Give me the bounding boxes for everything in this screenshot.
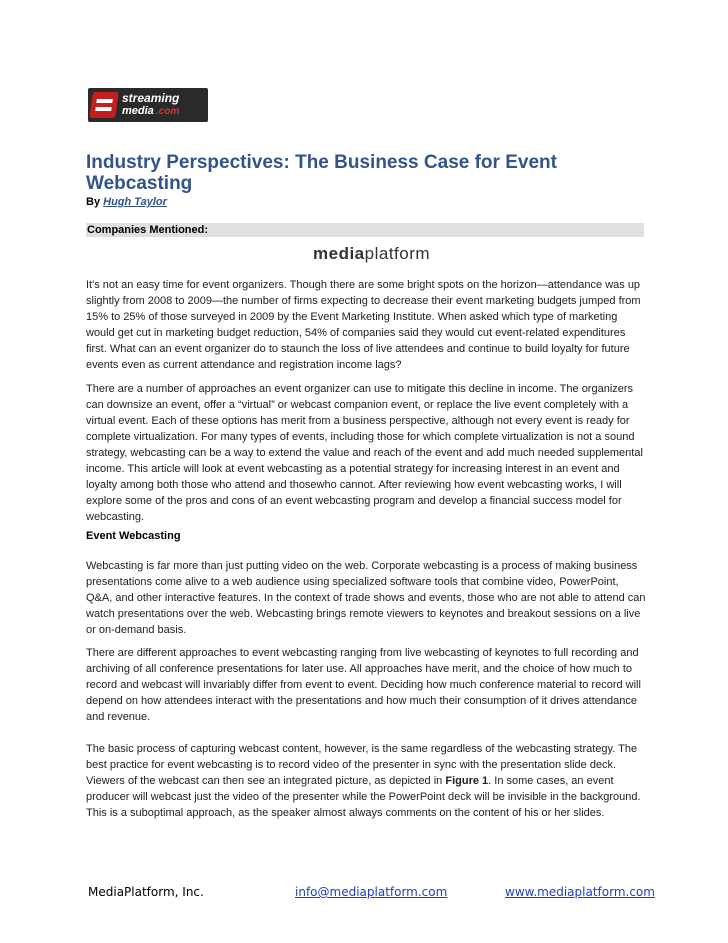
byline: [86, 196, 167, 208]
companies-mentioned-bar: Companies Mentioned:: [86, 223, 644, 237]
streaming-media-logo: [88, 88, 208, 122]
paragraph-approaches: There are a number of approaches an event organizer can use to mitigate this decline in income. The organizers can downsize an event, offer a “virtual” or webcast companion event, or replace the live event completely with a virtual event. Each of these options has merit from a business perspective, although not every event is ready for complete virtualization. For many types of events, including those for which complete virtualization is not a sound strategy, webcasting can be a way to extend the value and reach of the event and add much needed supplemental income. This article will look at event webcasting as a potential strategy for increasing interest in an event and loyalty among both those who attend and thosewho cannot. After reviewing how event webcasting works, I will explore some of the pros and cons of an event webcasting program and develop a financial success model for webcasting.: [86, 383, 643, 523]
author-link[interactable]: Hugh Taylor: [103, 196, 167, 208]
logo-word-streaming: streaming: [122, 91, 180, 105]
mediaplatform-logo-part1: media: [313, 244, 365, 263]
paragraph-intro: It's not an easy time for event organizers. Though there are some bright spots on the horizon—attendance was up slightly from 2008 to 2009—the number of firms expecting to decrease their event marketing budgets jumped from 15% to 25% of those surveyed in 2009 by the Event Marketing Institute. When asked which type of marketing would get cut in marketing budget reduction, 54% of companies said they would cut event-related expenditures first. What can an event organizer do to staunch the loss of live attendees and continue to build loyalty for future events even as current attendance and registration income lags?: [86, 279, 641, 371]
paragraph-webcasting-definition: Webcasting is far more than just putting video on the web. Corporate webcasting is a process of making business presentations come alive to a web audience using specialized software tools that combine video, PowerPoint, Q&A, and other interactive features. In the context of trade shows and events, those who are not able to attend can watch presentations over the web. Webcasting brings remote viewers to keynotes and breakout sessions on a live or on-demand basis.: [86, 560, 646, 636]
byline-label: By: [86, 196, 101, 208]
mediaplatform-logo-part2: platform: [364, 244, 431, 263]
footer-company: MediaPlatform, Inc.: [88, 885, 204, 899]
article-title: Industry Perspectives: The Business Case for Event Webcasting: [86, 152, 557, 194]
section-heading-event-webcasting: Event Webcasting: [86, 530, 181, 542]
paragraph-capture-part2: . In some cases, an event producer will webcast just the video of the presenter while the PowerPoint deck will be invisible in the background. This is a suboptimal approach, as the speaker almost always comments on the content of his or her slides.: [86, 775, 641, 819]
paragraph-capture-part1: The basic process of capturing webcast content, however, is the same regardless of the webcasting strategy. The best practice for event webcasting is to record video of the presenter in sync with the presentation slide deck. Viewers of the webcast can then see an integrated picture, as depicted in: [86, 743, 638, 787]
logo-word-com: .com: [156, 106, 180, 117]
streaming-media-mark-icon: [89, 92, 119, 118]
logo-word-media: media: [122, 105, 154, 117]
footer-website-link[interactable]: www.mediaplatform.com: [505, 885, 655, 899]
paragraph-capture-process: [86, 741, 646, 821]
footer-email-link[interactable]: info@mediaplatform.com: [295, 885, 448, 899]
paragraph-approaches-to-webcasting: There are different approaches to event webcasting ranging from live webcasting of keynotes to full recording and archiving of all conference presentations for later use. All approaches have merit, and the choice of how much to record and webcast will invariably differ from event to event. Deciding how much conference material to record will depend on how attendees interact with the presentations and how much their consumption of it drives attendance and revenue.: [86, 647, 641, 723]
mediaplatform-logo: [313, 244, 430, 264]
figure-1-reference: Figure 1: [445, 775, 489, 787]
